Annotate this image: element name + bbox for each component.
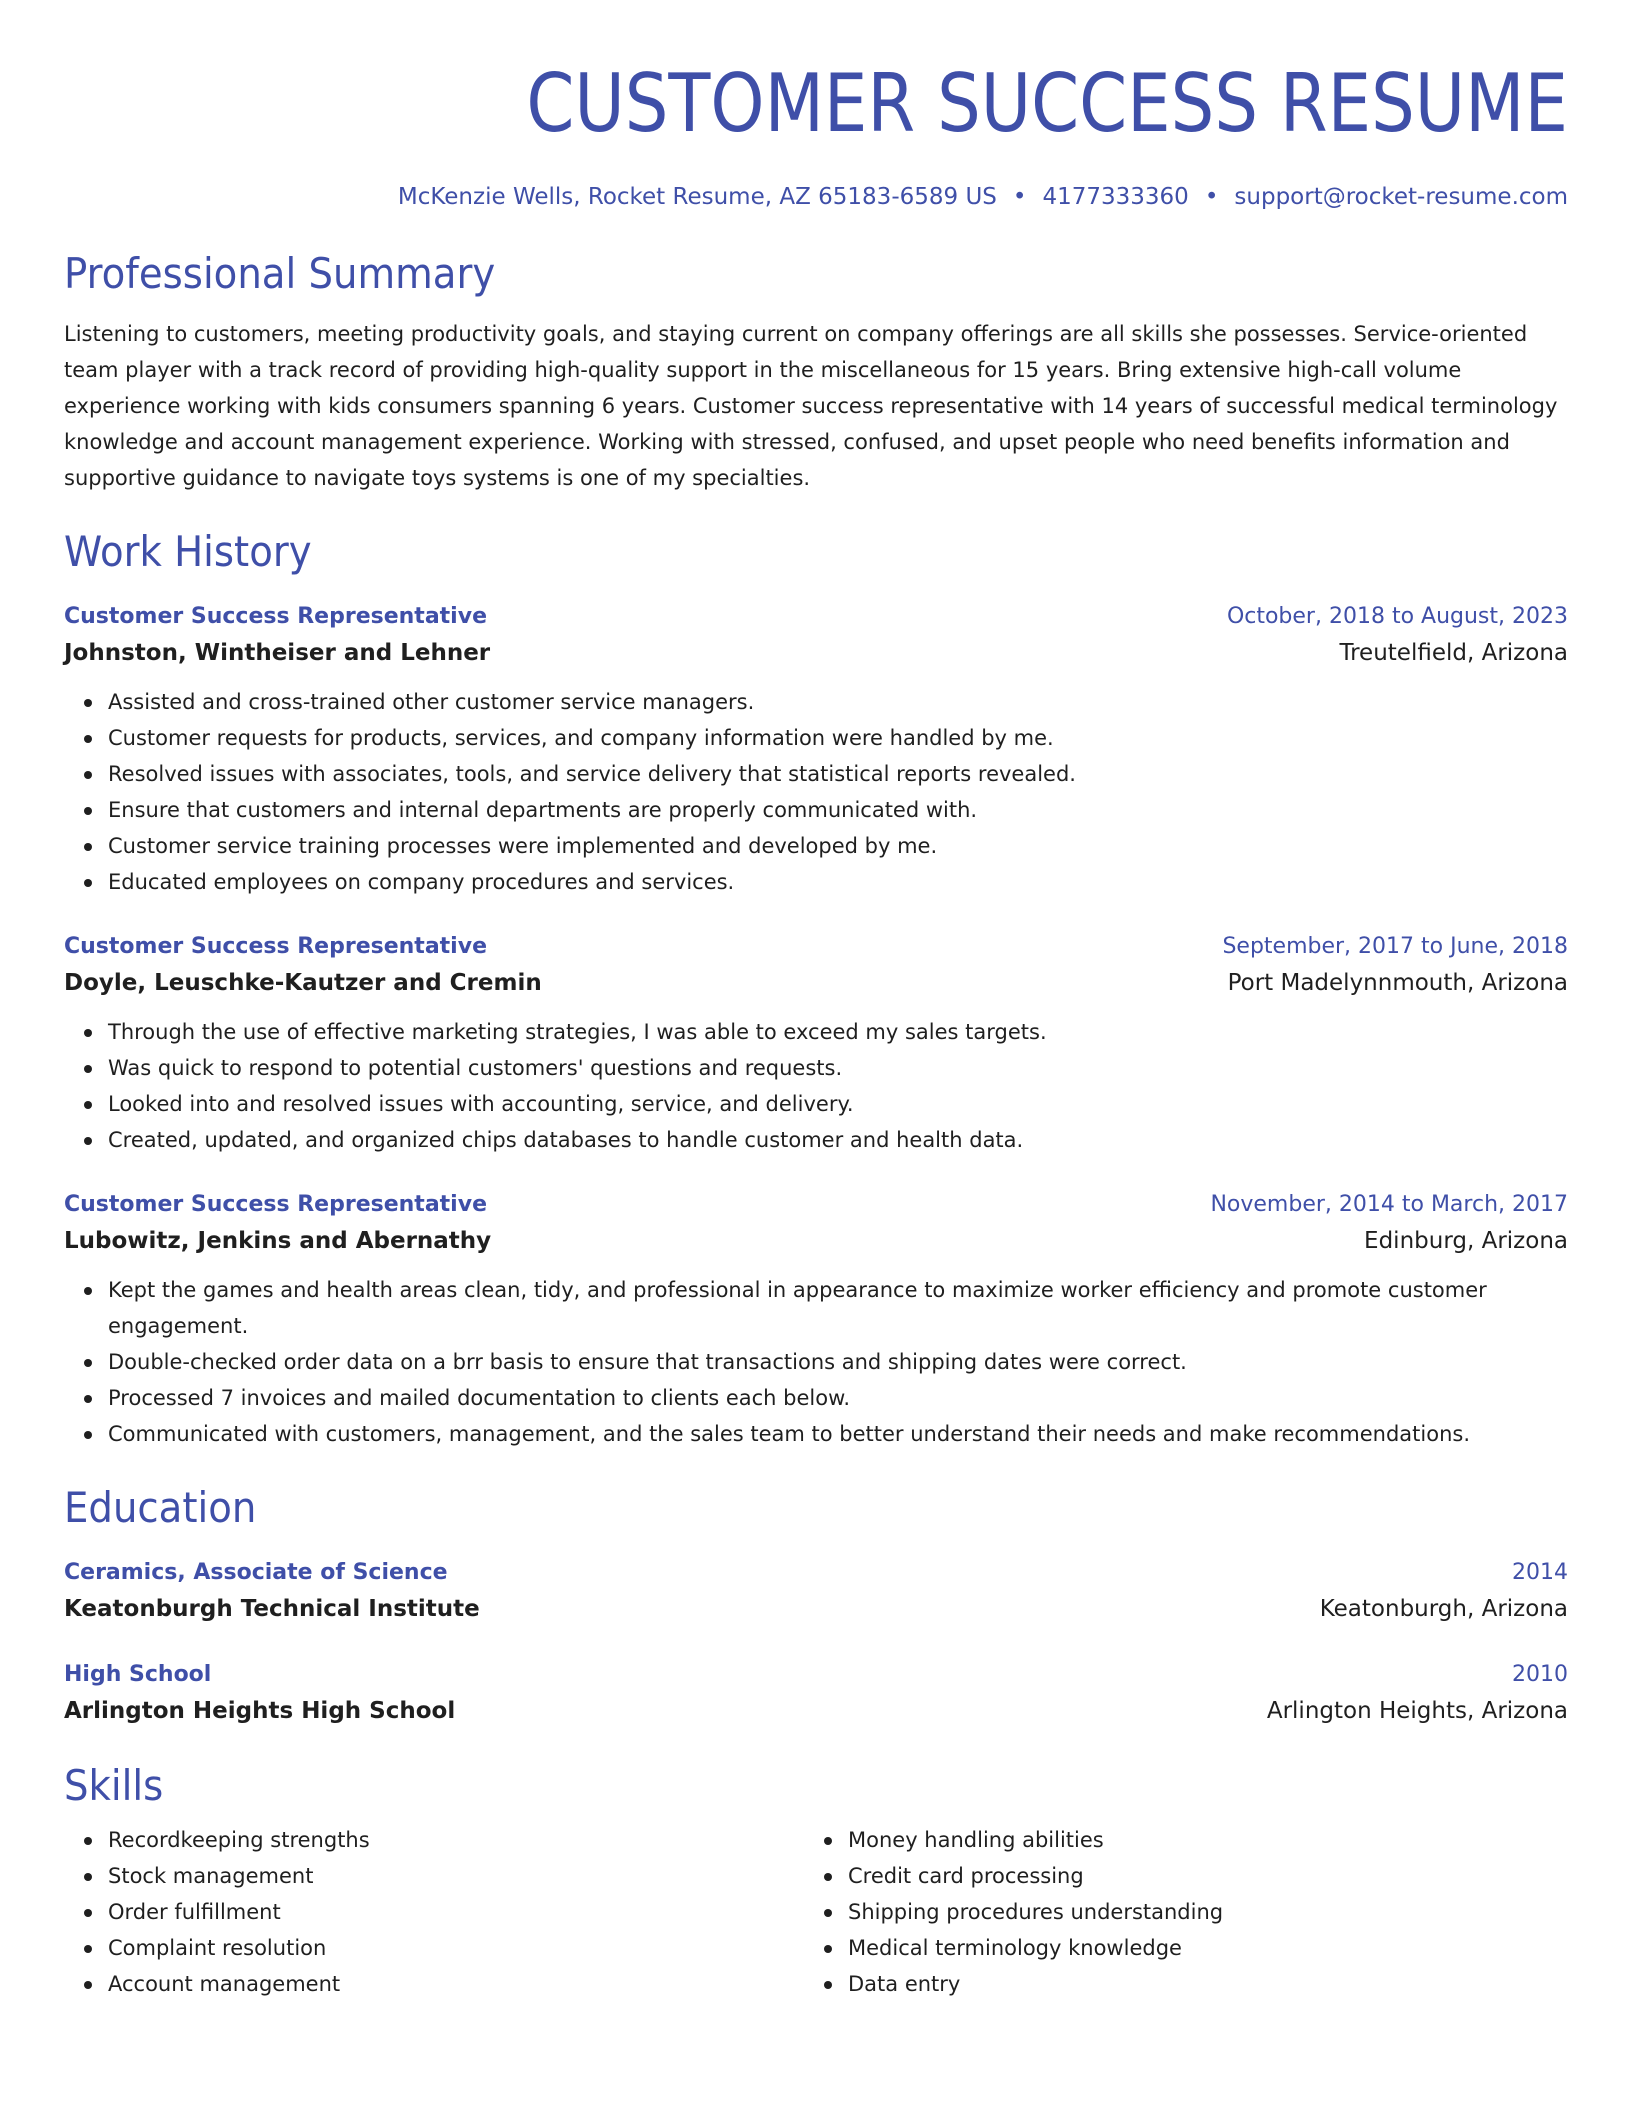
job-location: Treutelfield, Arizona [1339,640,1568,666]
contact-separator: • [1204,184,1219,210]
skill-item: Stock management [108,1858,804,1894]
summary-section [64,248,1568,496]
skill-item: Data entry [848,1966,1544,2002]
graduation-year: 2014 [1512,1560,1568,1585]
job-bullets [64,1272,1568,1452]
summary-heading: Professional Summary [64,249,496,298]
skills-column-left [64,1822,804,2002]
job-bullet: Was quick to respond to potential customers' questions and requests. [108,1050,1568,1086]
job-entry [64,930,1568,1158]
school-name: Arlington Heights High School [64,1698,456,1724]
job-entry [64,1188,1568,1452]
job-bullet: Communicated with customers, management, and the sales team to better understand their needs and make recommendations. [108,1416,1568,1452]
job-bullet: Resolved issues with associates, tools, and service delivery that statistical reports revealed. [108,756,1568,792]
job-dates: November, 2014 to March, 2017 [1210,1192,1568,1217]
job-dates: September, 2017 to June, 2018 [1222,934,1568,959]
contact-phone: 4177333360 [1042,184,1189,210]
job-bullet: Looked into and resolved issues with accounting, service, and delivery. [108,1086,1568,1122]
degree-title: Ceramics, Associate of Science [64,1560,448,1585]
skills-section [64,1760,1568,2002]
skill-item: Credit card processing [848,1858,1544,1894]
skills-list [64,1822,804,2002]
work-history-section [64,526,1568,1452]
job-title: Customer Success Representative [64,604,487,629]
skills-list [804,1822,1544,2002]
job-bullet: Educated employees on company procedures and services. [108,864,1568,900]
skills-grid [64,1822,1568,2002]
skills-column-right [804,1822,1544,2002]
skill-item: Order fulfillment [108,1894,804,1930]
contact-line [64,184,1568,210]
resume-title: CUSTOMER SUCCESS RESUME [526,57,1568,150]
education-heading: Education [64,1483,257,1532]
job-bullet: Customer service training processes were implemented and developed by me. [108,828,1568,864]
skill-item: Medical terminology knowledge [848,1930,1544,1966]
job-bullet: Customer requests for products, services, and company information were handled by me. [108,720,1568,756]
school-name: Keatonburgh Technical Institute [64,1596,480,1622]
education-section [64,1482,1568,1730]
school-location: Keatonburgh, Arizona [1319,1596,1568,1622]
job-bullet: Ensure that customers and internal departments are properly communicated with. [108,792,1568,828]
contact-separator: • [1012,184,1027,210]
job-title: Customer Success Representative [64,1192,487,1217]
education-entry [64,1556,1568,1628]
job-bullet: Created, updated, and organized chips databases to handle customer and health data. [108,1122,1568,1158]
job-company: Lubowitz, Jenkins and Abernathy [64,1228,492,1254]
skill-item: Account management [108,1966,804,2002]
skill-item: Shipping procedures understanding [848,1894,1544,1930]
work-history-heading: Work History [64,527,312,576]
resume-header [64,56,1568,210]
job-bullet: Processed 7 invoices and mailed documentation to clients each below. [108,1380,1568,1416]
job-entry [64,600,1568,900]
contact-address: McKenzie Wells, Rocket Resume, AZ 65183-6589 US [397,184,997,210]
job-bullet: Through the use of effective marketing strategies, I was able to exceed my sales targets. [108,1014,1568,1050]
contact-email: support@rocket-resume.com [1234,184,1568,210]
job-company: Doyle, Leuschke-Kautzer and Cremin [64,970,542,996]
job-company: Johnston, Wintheiser and Lehner [64,640,491,666]
skill-item: Complaint resolution [108,1930,804,1966]
degree-title: High School [64,1662,212,1687]
job-bullets [64,684,1568,900]
job-location: Port Madelynnmouth, Arizona [1227,970,1568,996]
job-location: Edinburg, Arizona [1364,1228,1568,1254]
job-bullet: Double-checked order data on a brr basis to ensure that transactions and shipping dates were correct. [108,1344,1568,1380]
job-dates: October, 2018 to August, 2023 [1226,604,1568,629]
skill-item: Money handling abilities [848,1822,1544,1858]
education-entry [64,1658,1568,1730]
job-bullet: Kept the games and health areas clean, tidy, and professional in appearance to maximize worker efficiency and promote customer engagement. [108,1272,1568,1344]
job-bullets [64,1014,1568,1158]
skills-heading: Skills [64,1761,164,1810]
job-title: Customer Success Representative [64,934,487,959]
school-location: Arlington Heights, Arizona [1266,1698,1568,1724]
summary-text: Listening to customers, meeting productivity goals, and staying current on company offerings are all skills she possesses. Service-oriented team player with a track record of providing high-quality support in the miscellaneous for 15 years. Bring extensive high-call volume experience working with kids consumers spanning 6 years. Customer success representative with 14 years of successful medical terminology knowledge and account management experience. Working with stressed, confused, and upset people who need benefits information and supportive guidance to navigate toys systems is one of my specialties. [64,322,1558,490]
job-bullet: Assisted and cross-trained other customer service managers. [108,684,1568,720]
graduation-year: 2010 [1512,1662,1568,1687]
skill-item: Recordkeeping strengths [108,1822,804,1858]
